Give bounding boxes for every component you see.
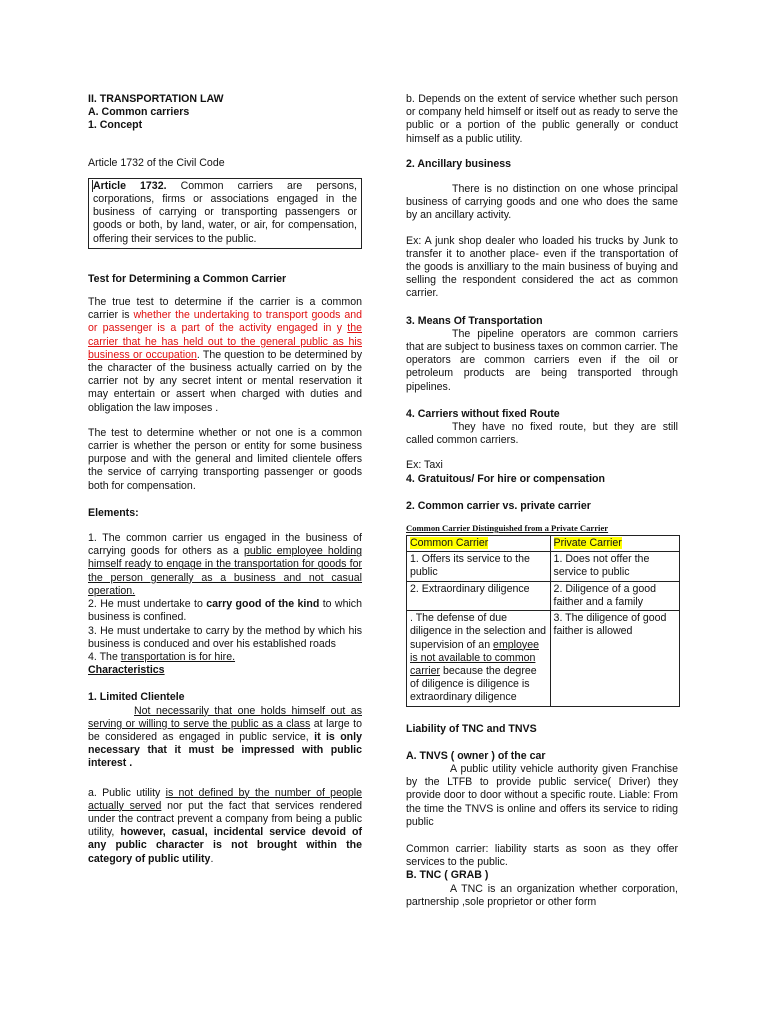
bold-text: however, casual, incidental service devoid of any public character is not brought within the category of public utility xyxy=(88,826,362,865)
element-4 xyxy=(88,651,362,664)
text-run: 2. He must undertake to xyxy=(88,598,207,611)
text-run: . xyxy=(210,852,214,865)
gratuitous-heading: 4. Gratuitous/ For hire or compensation xyxy=(406,472,605,485)
means-text: The pipeline operators are common carriers that are subject to business taxes on common carrier. The operators are common carriers even if the oil or petroleum products are being transported through pipelines. xyxy=(406,327,678,393)
section-heading: II. TRANSPORTATION LAW xyxy=(88,93,224,105)
liability-heading: Liability of TNC and TNVS xyxy=(406,722,537,735)
subsection-heading: A. Common carriers xyxy=(88,106,190,119)
table-cell: 1. Does not offer the service to public xyxy=(550,552,679,581)
text-run: at large to be considered as engaged in public service, xyxy=(88,717,362,743)
comparison-table xyxy=(406,535,680,706)
table-caption: Common Carrier Distinguished from a Private Carrier xyxy=(406,523,609,534)
table-header-row xyxy=(407,536,680,552)
concept-heading: 1. Concept xyxy=(88,119,143,132)
no-fixed-route-heading: 4. Carriers without fixed Route xyxy=(406,407,560,420)
article-box xyxy=(88,178,362,249)
underlined-text: public employee holding himself ready to engage in the transportation for goods for the person generally as a business and not casual operation. xyxy=(88,545,362,597)
header-text: Private Carrier xyxy=(553,537,622,550)
public-utility-paragraph xyxy=(88,787,362,866)
table-row xyxy=(407,611,680,706)
limited-clientele-heading: 1. Limited Clientele xyxy=(88,691,185,704)
ancillary-heading: 2. Ancillary business xyxy=(406,157,512,170)
extent-of-service-paragraph: b. Depends on the extent of service whether such person or company held himself or itself out as ready to serve the public or a portion of the public generally or conduct himself as a public utility. xyxy=(406,93,678,145)
taxi-example: Ex: Taxi xyxy=(406,459,443,472)
tnvs-text: A public utility vehicle authority given Franchise by the LTFB to provide public service( Driver) they provide door to door without a specific route. Liable: From the time the TNVS is online and offers its service to riding public xyxy=(406,762,678,828)
table-cell: 3. The diligence of good faither is allowed xyxy=(550,611,679,706)
text-run: 1. The common carrier us engaged in the business of carrying goods for others as a xyxy=(88,532,362,558)
text-run: 4. The xyxy=(88,650,121,663)
text-run: The true test to determine if the carrier is a common carrier is xyxy=(88,296,362,322)
tnc-heading: B. TNC ( GRAB ) xyxy=(406,869,489,882)
underlined-text: is not defined by the number of people actually served xyxy=(88,786,362,812)
underlined-text: employee is not available to common carrier xyxy=(410,638,539,677)
article-reference: Article 1732 of the Civil Code xyxy=(88,156,225,169)
article-box-text: Common carriers are persons, corporations, firms or associations engaged in the business of carrying or transporting passengers or goods or both, by land, water, or air, for compensation, offering their services to the public. xyxy=(93,179,357,245)
table-cell xyxy=(407,611,551,706)
bold-text: it is only necessary that it must be impressed with public interest . xyxy=(88,730,362,770)
table-cell: 2. Extraordinary diligence xyxy=(407,581,551,610)
elements-heading: Elements: xyxy=(88,506,139,519)
tnvs-heading: A. TNVS ( owner ) of the car xyxy=(406,749,546,762)
test-paragraph-2: The test to determine whether or not one is a common carrier is whether the person or entity for some business purpose and with the general and limited clientele offers the service of carrying transporting passenger or goods both for compensation. xyxy=(88,426,362,492)
text-run: a. Public utility xyxy=(88,786,166,799)
test-heading: Test for Determining a Common Carrier xyxy=(88,272,287,285)
text-run: . The question to be determined by the character of the business actually carried on by the carrier not by any secret intent or mental reservation it may entertain or assert when charged with duties and obligation the law imposes . xyxy=(88,348,362,414)
article-box-lead: Article 1732. xyxy=(93,179,167,192)
table-header-cell xyxy=(407,536,551,552)
characteristics-heading: Characteristics xyxy=(88,664,165,677)
table-header-cell xyxy=(550,536,679,552)
no-fixed-route-text: They have no fixed route, but they are still called common carriers. xyxy=(406,421,678,447)
highlighted-underlined-text: the carrier that he has held out to the general public as his business or occupation xyxy=(88,322,362,361)
highlighted-text: whether the undertaking to transport goods and or passenger is a part of the activity engaged in y xyxy=(88,309,362,335)
text-run: nor put the fact that services rendered under the contract prevent a company from being a public utility, xyxy=(88,799,362,839)
table-row xyxy=(407,552,680,581)
table-cell: 1. Offers its service to the public xyxy=(407,552,551,581)
element-1 xyxy=(88,532,362,598)
junk-shop-example: Ex: A junk shop dealer who loaded his trucks by Junk to transfer it to another place- even if the transportation of the goods is anxilliary to the main business of buying and selling the respondent considered the act as common carrier. xyxy=(406,234,678,300)
underlined-text: transportation is for hire. xyxy=(120,650,236,663)
element-3: 3. He must undertake to carry by the method by which his business is conduced and over his established roads xyxy=(88,624,362,650)
carrier-comparison-heading: 2. Common carrier vs. private carrier xyxy=(406,499,591,512)
test-paragraph-1 xyxy=(88,296,362,415)
common-carrier-liability: Common carrier: liability starts as soon as they offer services to the public. xyxy=(406,842,678,869)
underlined-text: Not necessarily that one holds himself out as serving or willing to serve the public as a class xyxy=(88,704,362,730)
text-run: . The defense of due diligence in the selection and supervision of an xyxy=(410,612,547,651)
tnc-text: A TNC is an organization whether corporation, partnership ,sole proprietor or other form xyxy=(406,882,678,908)
means-heading: 3. Means Of Transportation xyxy=(406,314,543,327)
text-run: because the degree of diligence is diligence is extraordinary diligence xyxy=(410,664,537,704)
left-column xyxy=(88,93,362,866)
ancillary-text: There is no distinction on one whose principal business of carrying goods and one who does the same by an ancillary activity. xyxy=(406,183,678,222)
element-2 xyxy=(88,598,362,624)
right-column xyxy=(406,93,678,909)
bold-text: carry good of the kind xyxy=(206,598,320,611)
header-text: Common Carrier xyxy=(410,537,489,550)
table-cell: 2. Diligence of a good faither and a family xyxy=(550,581,679,610)
limited-clientele-text xyxy=(88,705,362,771)
text-run: to which business is confined. xyxy=(88,598,362,624)
table-row xyxy=(407,581,680,610)
